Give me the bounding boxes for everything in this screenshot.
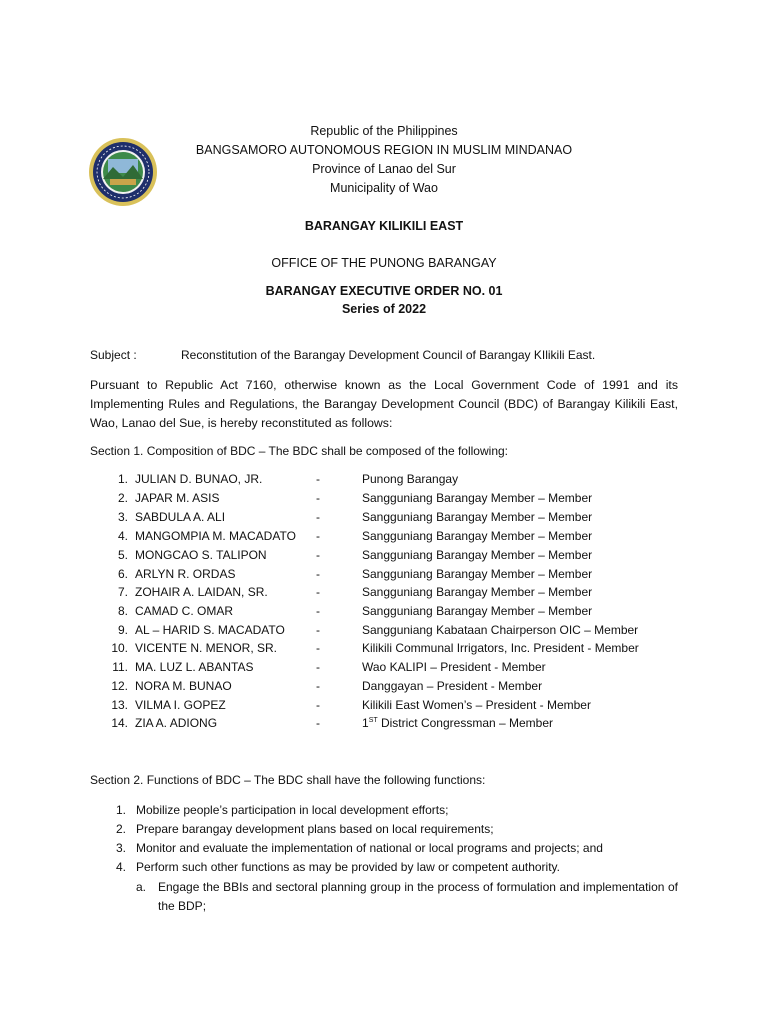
position-title: District Congressman – Member — [377, 716, 554, 730]
member-row — [0, 716, 768, 734]
member-row — [0, 698, 768, 716]
member-dash: - — [316, 491, 320, 505]
member-row — [0, 660, 768, 678]
function-text: Prepare barangay development plans based on local requirements; — [136, 822, 494, 836]
member-row — [0, 548, 768, 566]
member-number: 3. — [117, 510, 128, 524]
member-dash: - — [316, 604, 320, 618]
member-dash: - — [316, 472, 320, 486]
member-dash: - — [316, 529, 320, 543]
header-republic: Republic of the Philippines — [310, 124, 458, 138]
function-number: 2. — [115, 822, 126, 836]
member-position: Sangguniang Barangay Member – Member — [362, 585, 593, 599]
member-dash: - — [316, 548, 320, 562]
header-province: Province of Lanao del Sur — [312, 162, 456, 176]
member-row — [0, 679, 768, 697]
member-name: ZOHAIR A. LAIDAN, SR. — [135, 585, 268, 599]
member-number: 7. — [117, 585, 128, 599]
member-name: VILMA I. GOPEZ — [135, 698, 226, 712]
member-position: Sangguniang Barangay Member – Member — [362, 529, 593, 543]
order-series: Series of 2022 — [341, 302, 427, 316]
member-dash: - — [316, 641, 320, 655]
member-name: ZIA A. ADIONG — [135, 716, 218, 730]
order-title: BARANGAY EXECUTIVE ORDER NO. 01 — [265, 284, 503, 298]
member-dash: - — [316, 510, 320, 524]
member-number: 10. — [111, 641, 128, 655]
member-position — [362, 716, 553, 730]
member-position: Sangguniang Barangay Member – Member — [362, 548, 593, 562]
member-dash: - — [316, 623, 320, 637]
section1-heading: Section 1. Composition of BDC – The BDC shall be composed of the following: — [90, 444, 508, 458]
member-position: Sangguniang Barangay Member – Member — [362, 604, 593, 618]
member-position: Sangguniang Barangay Member – Member — [362, 567, 593, 581]
member-dash: - — [316, 567, 320, 581]
member-position: Wao KALIPI – President - Member — [362, 660, 546, 674]
member-name: JAPAR M. ASIS — [135, 491, 220, 505]
member-name: MA. LUZ L. ABANTAS — [135, 660, 254, 674]
position-ordinal-suffix: ST — [368, 717, 378, 724]
member-dash: - — [316, 679, 320, 693]
function-item — [0, 803, 768, 821]
function-text: Monitor and evaluate the implementation of national or local programs and projects; and — [136, 841, 603, 855]
member-name: JULIAN D. BUNAO, JR. — [135, 472, 263, 486]
intro-paragraph: Pursuant to Republic Act 7160, otherwise known as the Local Government Code of 1991 and its Implementing Rules and Regulations, the Barangay Development Council (BDC) of Barangay Kilikili East, Wao, Lanao del Sue, is hereby reconstituted as follows: — [90, 378, 678, 430]
function-number: 4. — [115, 860, 126, 874]
member-name: NORA M. BUNAO — [135, 679, 232, 693]
member-name: MANGOMPIA M. MACADATO — [135, 529, 296, 543]
function-text: Perform such other functions as may be provided by law or competent authority. — [136, 860, 560, 874]
member-number: 2. — [117, 491, 128, 505]
member-row — [0, 567, 768, 585]
subject-text: Reconstitution of the Barangay Development Council of Barangay KIlikili East. — [181, 348, 596, 362]
member-name: CAMAD C. OMAR — [135, 604, 234, 618]
member-number: 4. — [117, 529, 128, 543]
member-position: Kilikili Communal Irrigators, Inc. President - Member — [362, 641, 639, 655]
member-dash: - — [316, 660, 320, 674]
member-row — [0, 585, 768, 603]
function-item — [0, 841, 768, 859]
member-row — [0, 623, 768, 641]
member-dash: - — [316, 698, 320, 712]
member-number: 5. — [117, 548, 128, 562]
function-number: 3. — [115, 841, 126, 855]
member-name: ARLYN R. ORDAS — [135, 567, 236, 581]
subject-label: Subject : — [90, 348, 137, 362]
member-position: Punong Barangay — [362, 472, 459, 486]
member-position: Sangguniang Kabataan Chairperson OIC – Member — [362, 623, 639, 637]
function-item — [0, 860, 768, 878]
member-position: Sangguniang Barangay Member – Member — [362, 510, 593, 524]
member-position: Sangguniang Barangay Member – Member — [362, 491, 593, 505]
subitem-text: Engage the BBIs and sectoral planning group in the process of formulation and implementation of the BDP; — [158, 880, 678, 913]
member-number: 6. — [117, 567, 128, 581]
member-number: 8. — [117, 604, 128, 618]
function-text: Mobilize people’s participation in local development efforts; — [136, 803, 449, 817]
function-number: 1. — [115, 803, 126, 817]
function-item — [0, 822, 768, 840]
member-position: Kilikili East Women’s – President - Member — [362, 698, 591, 712]
member-row — [0, 641, 768, 659]
header-municipality: Municipality of Wao — [330, 181, 438, 195]
subitem-label: a. — [136, 880, 147, 894]
position-ordinal: 1 — [362, 716, 369, 730]
member-position: Danggayan – President - Member — [362, 679, 543, 693]
member-number: 11. — [112, 660, 128, 674]
member-name: SABDULA A. ALI — [135, 510, 226, 524]
member-name: VICENTE N. MENOR, SR. — [135, 641, 278, 655]
member-name: MONGCAO S. TALIPON — [135, 548, 267, 562]
member-number: 1. — [117, 472, 128, 486]
member-row — [0, 510, 768, 528]
member-row — [0, 604, 768, 622]
section2-heading: Section 2. Functions of BDC – The BDC shall have the following functions: — [90, 773, 486, 787]
member-dash: - — [316, 585, 320, 599]
member-row — [0, 491, 768, 509]
office-title: OFFICE OF THE PUNONG BARANGAY — [271, 256, 497, 270]
member-row — [0, 529, 768, 547]
member-number: 9. — [117, 623, 128, 637]
member-name: AL – HARID S. MACADATO — [135, 623, 285, 637]
header-region: BANGSAMORO AUTONOMOUS REGION IN MUSLIM MINDANAO — [195, 143, 573, 157]
barangay-name: BARANGAY KILIKILI EAST — [304, 219, 464, 233]
member-number: 12. — [111, 679, 128, 693]
member-number: 14. — [111, 716, 128, 730]
member-number: 13. — [111, 698, 128, 712]
member-row — [0, 472, 768, 490]
member-dash: - — [316, 716, 320, 730]
